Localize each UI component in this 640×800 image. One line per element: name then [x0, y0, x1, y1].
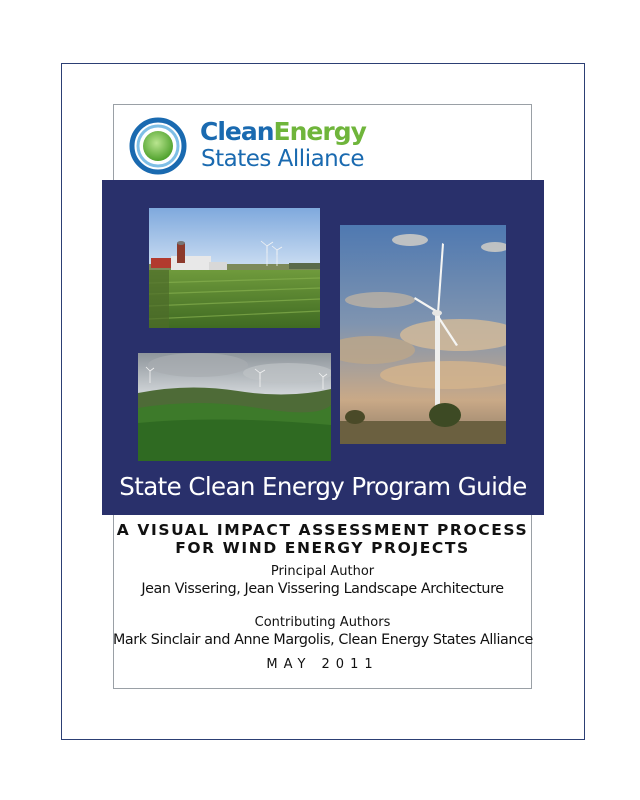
cover-photo-panel: [102, 180, 544, 515]
publication-date: MAY 2011: [266, 657, 379, 672]
contributing-authors-names: Mark Sinclair and Anne Margolis, Clean Energy States Alliance: [113, 632, 533, 648]
green-valley-turbines-photo: [138, 353, 331, 461]
ces-alliance-logo: [128, 116, 388, 174]
contributing-authors-label: Contributing Authors: [254, 615, 391, 630]
wind-turbine-tower-photo: [340, 225, 506, 444]
logo-word-clean: Clean: [200, 117, 274, 146]
farm-windmills-photo: [149, 208, 320, 328]
guide-title: State Clean Energy Program Guide: [119, 472, 527, 501]
subtitle-line1: A VISUAL IMPACT ASSESSMENT PROCESS: [116, 521, 529, 539]
principal-author-label: Principal Author: [270, 564, 375, 579]
principal-author-names: Jean Vissering, Jean Vissering Landscape Architecture: [141, 581, 504, 597]
logo-word-energy: Energy: [273, 117, 366, 146]
subtitle-line2: FOR WIND ENERGY PROJECTS: [175, 539, 470, 557]
logo-text-line2: States Alliance: [201, 146, 365, 172]
document-subtitle: [113, 521, 532, 557]
logo-text-line1: [200, 118, 366, 146]
logo-ring-icon: [128, 116, 188, 176]
